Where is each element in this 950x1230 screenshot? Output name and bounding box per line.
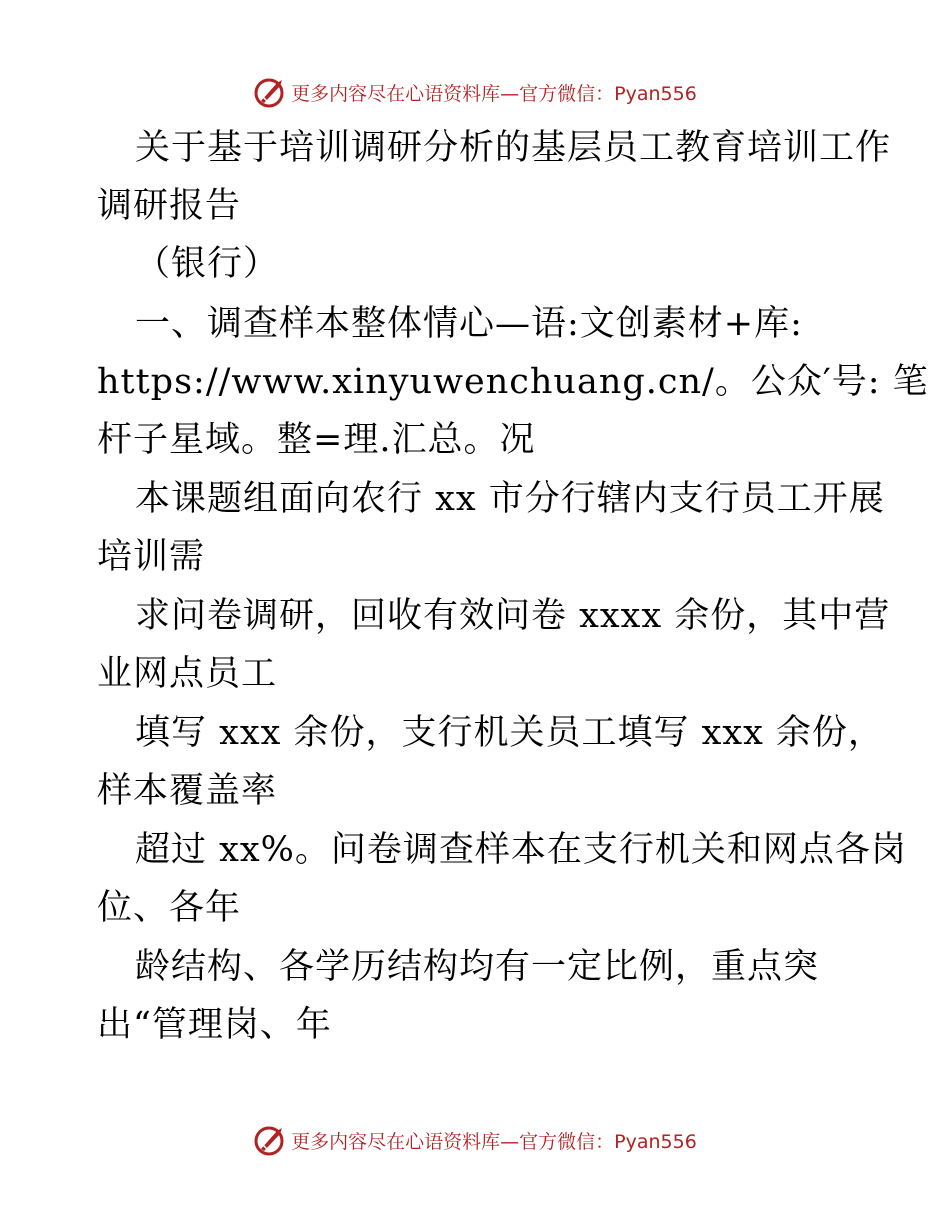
text-line: 本课题组面向农行 xx 市分行辖内支行员工开展 — [135, 479, 885, 519]
text-line: https://www.xinyuwenchuang.cn/。公众′号: 笔 — [97, 362, 929, 402]
header-watermark — [0, 72, 950, 112]
watermark-text: 更多内容尽在心语资料库—官方微信：Pyan556 — [291, 1130, 697, 1153]
text-line: 位、各年 — [97, 888, 242, 928]
footer-watermark — [0, 1120, 950, 1160]
text-line: 杆子星域。整=理.汇总。况 — [97, 420, 536, 460]
pen-logo-icon — [253, 1123, 287, 1157]
title-line-2: 调研报告 — [97, 186, 242, 226]
text-line: 培训需 — [97, 537, 206, 577]
text-line: 龄结构、各学历结构均有一定比例，重点突 — [135, 947, 820, 987]
text-line: 填写 xxx 余份，支行机关员工填写 xxx 余份， — [135, 713, 884, 753]
title-line-1: 关于基于培训调研分析的基层员工教育培训工作 — [135, 128, 892, 168]
text-line: 样本覆盖率 — [97, 771, 278, 811]
watermark-text: 更多内容尽在心语资料库—官方微信：Pyan556 — [291, 82, 697, 105]
text-line: 业网点员工 — [97, 654, 278, 694]
section-heading: 一、调查样本整体情心—语:文创素材+库: — [135, 304, 803, 344]
text-line: 超过 xx%。问卷调查样本在支行机关和网点各岗 — [135, 830, 907, 870]
text-line: 求问卷调研，回收有效问卷 xxxx 余份，其中营 — [135, 596, 891, 636]
pen-logo-icon — [253, 75, 287, 109]
subtitle-line: （银行） — [135, 244, 280, 284]
text-line: 出“管理岗、年 — [97, 1005, 332, 1045]
